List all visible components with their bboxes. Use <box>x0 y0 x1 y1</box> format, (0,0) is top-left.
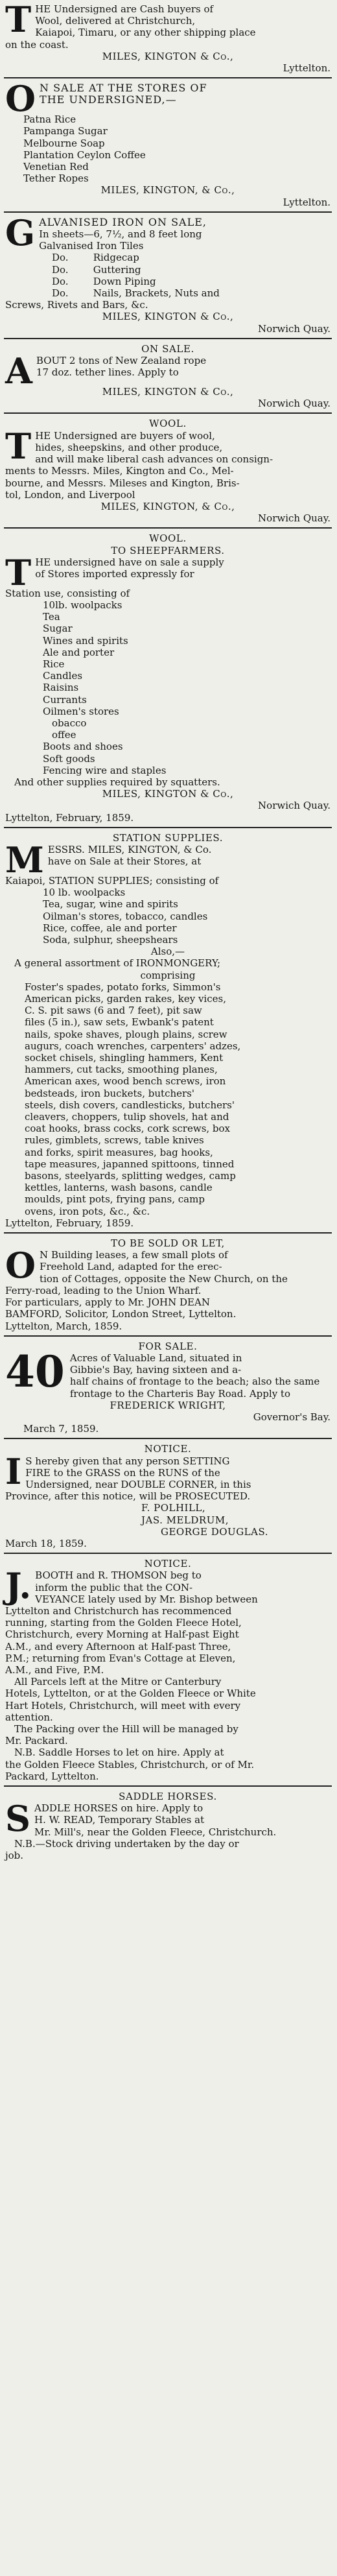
ad-text-line: Galvanised Iron Tiles <box>39 240 144 252</box>
ad-text-line: American axes, wood bench screws, iron <box>25 1075 226 1088</box>
signatory: GEORGE DOUGLAS. <box>161 1525 268 1538</box>
list-item: Candles <box>43 670 83 682</box>
ad-divider <box>4 1553 332 1554</box>
ad-text-line: moulds, pint pots, frying pans, camp <box>25 1193 205 1206</box>
ad-text-line: frontage to the Charteris Bay Road. Apply to <box>69 1387 290 1400</box>
ad-text-line: H. W. READ, Temporary Stables at <box>34 1814 205 1826</box>
ad-text-line: N.B. Saddle Horses to let on hire. Apply at <box>14 1747 224 1759</box>
ad-text-line: A.M., and every Afternoon at Half-past Three, <box>5 1640 231 1652</box>
ad-text-line: coat hooks, brass cocks, cork screws, box <box>25 1123 231 1135</box>
ad-notice-conveyance <box>4 1556 332 1782</box>
ad-text-line: BOUT 2 tons of New Zealand rope <box>36 355 207 367</box>
ad-text-line: running, starting from the Golden Fleece Hotel, <box>5 1617 242 1629</box>
ad-text-line: The Packing over the Hill will be managed by <box>14 1723 238 1735</box>
drop-cap: J. <box>5 1565 32 1607</box>
ad-text-line: 17 doz. tether lines. Apply to <box>36 366 179 379</box>
ad-signature: MILES, KINGTON & Co., <box>102 311 234 323</box>
signatory: JAS. MELDRUM, <box>141 1514 229 1526</box>
drop-cap: T <box>5 425 32 467</box>
ad-sold-or-let <box>4 1236 332 1332</box>
ad-divider <box>4 77 332 78</box>
ad-place: Norwich Quay. <box>258 800 331 812</box>
list-item: Plantation Ceylon Coffee <box>23 149 146 161</box>
list-item: Rice, coffee, ale and porter <box>43 922 177 934</box>
ad-text-line: Wool, delivered at Christchurch, <box>35 15 196 27</box>
item-list <box>5 252 331 299</box>
ad-text-line: Gibbie's Bay, having sixteen and a- <box>69 1364 242 1376</box>
ad-saddle-horses <box>4 1789 332 1861</box>
drop-cap: M <box>5 839 44 881</box>
ad-text-line: job. <box>5 1850 24 1862</box>
ad-text-line: Kaiapoi, Timaru, or any other shipping place <box>35 27 256 39</box>
ad-text-line: of Stores imported expressly for <box>35 567 194 580</box>
ad-text-line: and forks, spirit measures, bag hooks, <box>25 1146 213 1158</box>
list-item: 10lb. woolpacks <box>43 599 122 611</box>
item-label: Nails, Brackets, Nuts and <box>93 287 220 300</box>
ad-text-line: All Parcels left at the Mitre or Canterbury <box>14 1676 222 1688</box>
ad-divider <box>4 527 332 529</box>
ad-text-line: steels, dish covers, candlesticks, butchers' <box>25 1099 235 1111</box>
ad-signature: MILES, KINGTON & Co., <box>102 386 234 398</box>
ad-text-line: Packard, Lyttelton. <box>5 1770 99 1782</box>
ad-place: Lyttelton. <box>283 62 331 75</box>
ad-heading-line: ALVANISED IRON ON SALE, <box>39 215 207 228</box>
drop-cap: S <box>5 1798 30 1840</box>
ad-text-line: on the coast. <box>5 38 69 51</box>
item-label: Guttering <box>93 263 141 276</box>
ad-text-line: Lyttelton and Christchurch has recommenced <box>5 1604 232 1617</box>
ad-text-line: have on Sale at their Stores, at <box>47 855 202 868</box>
list-item: Oilman's stores, tobacco, candles <box>43 910 208 922</box>
ad-text-line: basons, steelyards, splitting wedges, camp <box>25 1170 236 1182</box>
ad-text-line: Hotels, Lyttelton, or at the Golden Fleece or White <box>5 1688 256 1700</box>
ad-heading: WOOL. <box>149 532 187 545</box>
ad-divider <box>4 1438 332 1439</box>
ditto: Do. <box>52 287 69 300</box>
ad-text-line: Ferry-road, leading to the Union Wharf. <box>5 1284 202 1296</box>
ad-text-line: And other supplies required by squatters. <box>14 776 220 788</box>
ad-text-line: ESSRS. MILES, KINGTON, & Co. <box>47 843 212 855</box>
ad-signature: MILES, KINGTON, & Co., <box>100 500 235 512</box>
drop-cap: I <box>5 1450 22 1492</box>
signatory: F. POLHILL, <box>141 1502 206 1514</box>
list-item: Patna Rice <box>23 113 76 126</box>
ad-text-line: American picks, garden rakes, key vices, <box>25 993 226 1005</box>
item-label: Down Piping <box>93 275 156 287</box>
ad-text-line: N.B.—Stock driving undertaken by the day or <box>14 1837 239 1850</box>
ad-dateline: March 18, 1859. <box>5 1537 87 1549</box>
ad-text-line: hammers, cut tacks, smoothing planes, <box>25 1064 218 1076</box>
ad-text-line: augurs, coach wrenches, carpenters' adzes, <box>25 1040 241 1052</box>
ad-text-line: ADDLE HORSES on hire. Apply to <box>34 1802 203 1815</box>
ad-heading: TO BE SOLD OR LET, <box>111 1237 225 1250</box>
list-item: Tether Ropes <box>23 173 89 185</box>
ad-galvanised-iron <box>4 211 332 335</box>
list-item: Melbourne Soap <box>23 137 105 149</box>
list-item: Sugar <box>43 623 73 635</box>
ad-divider <box>4 211 332 213</box>
ad-signature: MILES, KINGTON & Co., <box>102 788 234 800</box>
list-item: Pampanga Sugar <box>23 125 108 137</box>
ad-divider <box>4 412 332 414</box>
ad-text-line: cleavers, choppers, tulip shovels, hat and <box>25 1111 229 1123</box>
ad-text-line: hides, sheepskins, and other produce, <box>35 441 223 453</box>
ad-heading: NOTICE. <box>144 1558 192 1570</box>
ad-text-line: Kaiapoi, STATION SUPPLIES; consisting of <box>5 874 219 887</box>
ad-divider <box>4 827 332 828</box>
ad-dateline: March 7, 1859. <box>23 1423 99 1435</box>
ad-text-line: N Building leases, a few small plots of <box>40 1249 228 1261</box>
ad-wool <box>4 416 332 524</box>
ad-heading: WOOL. <box>149 418 187 430</box>
list-item: Raisins <box>43 682 79 694</box>
ad-text-line: A.M., and Five, P.M. <box>5 1664 104 1676</box>
item-label: Ridgecap <box>93 252 139 264</box>
list-item: offee <box>52 729 76 741</box>
drop-cap: A <box>5 350 32 392</box>
item-list <box>5 113 331 184</box>
ad-text-line: comprising <box>140 969 196 981</box>
item-list <box>5 599 331 776</box>
ad-text-line: C. S. pit saws (6 and 7 feet), pit saw <box>25 1005 202 1017</box>
ad-dateline: Lyttelton, February, 1859. <box>5 1217 134 1229</box>
ad-cash-buyers <box>4 2 332 74</box>
ad-text-line: Freehold Land, adapted for the erec- <box>40 1261 222 1273</box>
list-item: Fencing wire and staples <box>43 764 167 776</box>
list-item: Tea, sugar, wine and spirits <box>43 898 178 911</box>
ad-signature: FREDERICK WRIGHT, <box>110 1399 226 1411</box>
ditto: Do. <box>52 252 69 264</box>
ad-text-line: the Golden Fleece Stables, Christchurch, or of Mr. <box>5 1758 255 1771</box>
ad-text-line: half chains of frontage to the beach; also the same <box>69 1376 320 1388</box>
ad-subheading: TO SHEEPFARMERS. <box>111 544 225 556</box>
ad-text-line: Undersigned, near DOUBLE CORNER, in this <box>25 1478 251 1490</box>
ad-heading: STATION SUPPLIES. <box>112 831 224 844</box>
ad-dateline: Lyttelton, March, 1859. <box>5 1320 122 1332</box>
drop-cap: O <box>5 1245 36 1287</box>
ad-heading-line: THE UNDERSIGNED,— <box>40 93 177 106</box>
ad-text-line: Christchurch, every Morning at Half-past Eight <box>5 1628 239 1641</box>
ad-text-line: BOOTH and R. THOMSON beg to <box>35 1569 202 1582</box>
list-item: Soda, sulphur, sheepshears <box>43 934 178 946</box>
ad-divider <box>4 338 332 339</box>
ad-heading-line: N SALE AT THE STORES OF <box>40 82 207 95</box>
list-item: Oilmen's stores <box>43 705 119 717</box>
list-item: Ale and porter <box>43 646 115 658</box>
ad-text-line: VEYANCE lately used by Mr. Bishop between <box>35 1593 258 1605</box>
list-item <box>52 276 331 287</box>
ad-text-line: kettles, lanterns, wash basons, candle <box>25 1182 213 1194</box>
ditto: Do. <box>52 263 69 276</box>
ad-text-line: Province, after this notice, will be PROSECUTED. <box>5 1490 251 1503</box>
ad-text-line: tape measures, japanned spittoons, tinned <box>25 1158 235 1170</box>
drop-cap: T <box>5 0 32 40</box>
ad-text-line: S hereby given that any person SETTING <box>25 1455 230 1467</box>
ad-text-line: nails, spoke shaves, plough plains, screw <box>25 1028 227 1040</box>
ad-text-line: Foster's spades, potato forks, Simmon's <box>25 981 221 993</box>
ad-place: Norwich Quay. <box>258 512 331 525</box>
ad-text-line: socket chisels, shingling hammers, Kent <box>25 1052 224 1064</box>
ad-notice-fire <box>4 1442 332 1549</box>
ad-for-sale-land <box>4 1339 332 1435</box>
ad-text-line: Screws, Rivets and Bars, &c. <box>5 299 148 311</box>
ad-heading: SADDLE HORSES. <box>119 1791 217 1803</box>
ad-text-line: files (5 in.), saw sets, Ewbank's patent <box>25 1016 214 1029</box>
ad-text-line: P.M.; returning from Evan's Cottage at Eleven, <box>5 1652 236 1664</box>
ad-signature: MILES, KINGTON & Co., <box>102 50 234 62</box>
ad-text-line: bedsteads, iron buckets, butchers' <box>25 1087 195 1099</box>
ad-also: Also,— <box>150 946 185 958</box>
ad-text-line: Hart Hotels, Christchurch, will meet with every <box>5 1699 241 1711</box>
ad-place: Governor's Bay. <box>253 1411 331 1423</box>
list-item: Rice <box>43 658 65 670</box>
ad-place: Norwich Quay. <box>258 398 331 410</box>
drop-number: 40 <box>5 1346 65 1397</box>
ad-text-line: HE undersigned have on sale a supply <box>35 556 224 568</box>
item-list <box>5 887 331 946</box>
ad-text-line: ments to Messrs. Miles, Kington and Co., Mel- <box>5 465 234 477</box>
ad-signature: MILES, KINGTON, & Co., <box>100 184 235 197</box>
ad-text-line: tion of Cottages, opposite the New Church, on the <box>40 1272 288 1285</box>
ad-divider <box>4 1785 332 1787</box>
ad-text-line: ovens, iron pots, &c., &c. <box>25 1205 150 1217</box>
ditto: Do. <box>52 275 69 287</box>
ad-text-line: HE Undersigned are buyers of wool, <box>35 429 215 442</box>
list-item: Venetian Red <box>23 161 89 173</box>
ad-place: Lyttelton. <box>283 196 331 208</box>
list-item: 10 lb. woolpacks <box>43 887 126 899</box>
drop-cap: G <box>5 211 36 254</box>
ad-text-line: rules, gimblets, screws, table knives <box>25 1134 204 1147</box>
ad-text-line: Mr. Mill's, near the Golden Fleece, Christchurch. <box>34 1826 277 1838</box>
ad-divider <box>4 1232 332 1234</box>
ad-text-line: A general assortment of IRONMONGERY; <box>14 957 221 970</box>
ad-text-line: and will make liberal cash advances on consign- <box>35 453 273 466</box>
ad-heading: NOTICE. <box>144 1443 192 1455</box>
ad-text-line: Mr. Packard. <box>5 1735 68 1747</box>
ad-text-line: HE Undersigned are Cash buyers of <box>35 3 214 15</box>
list-item: Wines and spirits <box>43 634 128 647</box>
ad-text-line: For particulars, apply to Mr. JOHN DEAN <box>5 1296 210 1309</box>
list-item <box>52 252 331 263</box>
drop-cap: T <box>5 551 32 593</box>
list-item: Currants <box>43 693 87 706</box>
ad-text-line: bourne, and Messrs. Mileses and Kington, Bris- <box>5 477 240 489</box>
ad-divider <box>4 1335 332 1337</box>
drop-cap: O <box>5 78 36 120</box>
list-item <box>52 264 331 276</box>
list-item: Boots and shoes <box>43 741 123 753</box>
list-item: Soft goods <box>43 752 95 765</box>
ad-body <box>5 981 331 1217</box>
ad-text-line: FIRE to the GRASS on the RUNS of the <box>25 1466 220 1479</box>
signatories <box>5 1502 331 1538</box>
ad-text-line: inform the public that the CON- <box>35 1581 193 1593</box>
ad-on-sale-ropes <box>4 342 332 410</box>
ad-sheepfarmers <box>4 531 332 823</box>
ad-heading: ON SALE. <box>141 342 194 355</box>
list-item <box>52 287 331 299</box>
ad-text-line: Acres of Valuable Land, situated in <box>69 1352 242 1364</box>
list-item: obacco <box>52 717 87 729</box>
ad-text-line: In sheets—6, 7½, and 8 feet long <box>39 228 202 241</box>
ad-station-supplies <box>4 831 332 1229</box>
ad-dateline: Lyttelton, February, 1859. <box>5 811 134 824</box>
ad-text-line: attention. <box>5 1711 53 1723</box>
ad-place: Norwich Quay. <box>258 322 331 335</box>
ad-text-line: Station use, consisting of <box>5 587 130 599</box>
ad-heading: FOR SALE. <box>138 1340 198 1352</box>
ad-text-line: tol, London, and Liverpool <box>5 488 135 501</box>
ad-text-line: BAMFORD, Solicitor, London Street, Lyttelton. <box>5 1308 237 1320</box>
ad-on-sale-stores <box>4 78 332 208</box>
list-item: Tea <box>43 611 60 623</box>
